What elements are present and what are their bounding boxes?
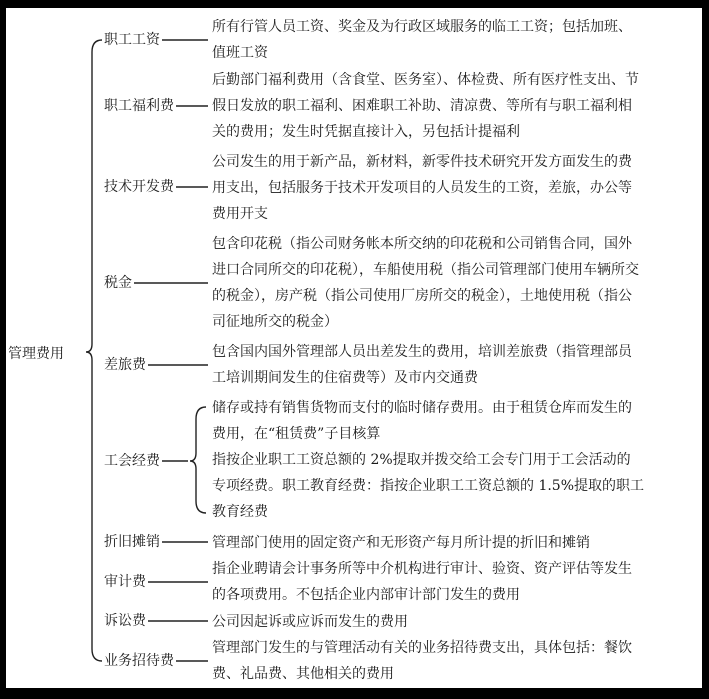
category-label: 折旧摊销 bbox=[104, 534, 160, 550]
root-brace bbox=[86, 40, 102, 661]
category-description-line: 后勤部门福利费用（含食堂、医务室）、体检费、所有医疗性支出、节 bbox=[212, 72, 639, 88]
category-description-line: 费、礼品费、其他相关的费用 bbox=[212, 666, 394, 682]
category-label: 诉讼费 bbox=[104, 613, 146, 629]
category-description-line: 用支出，包括服务于技术开发项目的人员发生的工资，差旅，办公等 bbox=[212, 180, 632, 196]
category-description-line: 指企业聘请会计事务所等中介机构进行审计、验资、资产评估等发生 bbox=[212, 561, 632, 577]
subitem-description-line: 费用，在“租赁费”子目核算 bbox=[212, 426, 381, 442]
category-description-line: 的各项费用。不包括企业内部审计部门发生的费用 bbox=[212, 587, 520, 603]
category-description-line: 管理部门使用的固定资产和无形资产每月所计提的折旧和摊销 bbox=[212, 535, 590, 551]
category-label: 职工福利费 bbox=[104, 98, 174, 114]
category-description-line: 公司因起诉或应诉而发生的费用 bbox=[212, 614, 408, 630]
category-description-line: 值班工资 bbox=[212, 45, 268, 61]
subitem-description-line: 储存或持有销售货物而支付的临时储存费用。由于租赁仓库而发生的 bbox=[212, 400, 632, 416]
category-label: 业务招待费 bbox=[104, 653, 174, 669]
category-label: 工会经费 bbox=[104, 453, 160, 469]
category-description-line: 公司发生的用于新产品，新材料，新零件技术研究开发方面发生的费 bbox=[212, 154, 632, 170]
category-description-line: 假日发放的职工福利、困难职工补助、清凉费、等所有与职工福利相 bbox=[212, 98, 632, 114]
category-description-line: 进口合同所交的印花税），车船使用税（指公司管理部门使用车辆所交 bbox=[212, 262, 639, 278]
subitem-description-line: 专项经费。职工教育经费：指按企业职工工资总额的 1.5%提取的职工 bbox=[212, 478, 645, 494]
category-description-line: 费用开支 bbox=[212, 206, 268, 222]
subitem-brace bbox=[190, 407, 206, 513]
category-description-line: 关的费用；发生时凭据直接计入，另包括计提福利 bbox=[212, 124, 520, 140]
subitem-description-line: 指按企业职工工资总额的 2%提取并拨交给工会专门用于工会活动的 bbox=[212, 452, 631, 468]
category-description-line: 的税金），房产税（指公司使用厂房所交的税金），土地使用税（指公 bbox=[212, 288, 632, 304]
root-node: 管理费用 bbox=[8, 346, 64, 362]
subitem-description-line: 教育经费 bbox=[212, 504, 268, 520]
category-label: 技术开发费 bbox=[104, 179, 174, 195]
category-description-line: 工培训期间发生的住宿费等）及市内交通费 bbox=[212, 370, 478, 386]
category-description-line: 包含印花税（指公司财务帐本所交纳的印花税和公司销售合同，国外 bbox=[212, 236, 632, 252]
category-description-line: 包含国内国外管理部人员出差发生的费用，培训差旅费（指管理部员 bbox=[212, 344, 632, 360]
category-label: 税金 bbox=[104, 275, 132, 291]
category-label: 职工工资 bbox=[104, 32, 160, 48]
category-label: 差旅费 bbox=[104, 357, 146, 373]
category-description-line: 所有行管人员工资、奖金及为行政区域服务的临工工资；包括加班、 bbox=[212, 19, 632, 35]
category-label: 审计费 bbox=[104, 574, 146, 590]
category-description-line: 司征地所交的税金） bbox=[212, 314, 338, 330]
category-description-line: 管理部门发生的与管理活动有关的业务招待费支出，具体包括：餐饮 bbox=[212, 640, 632, 656]
